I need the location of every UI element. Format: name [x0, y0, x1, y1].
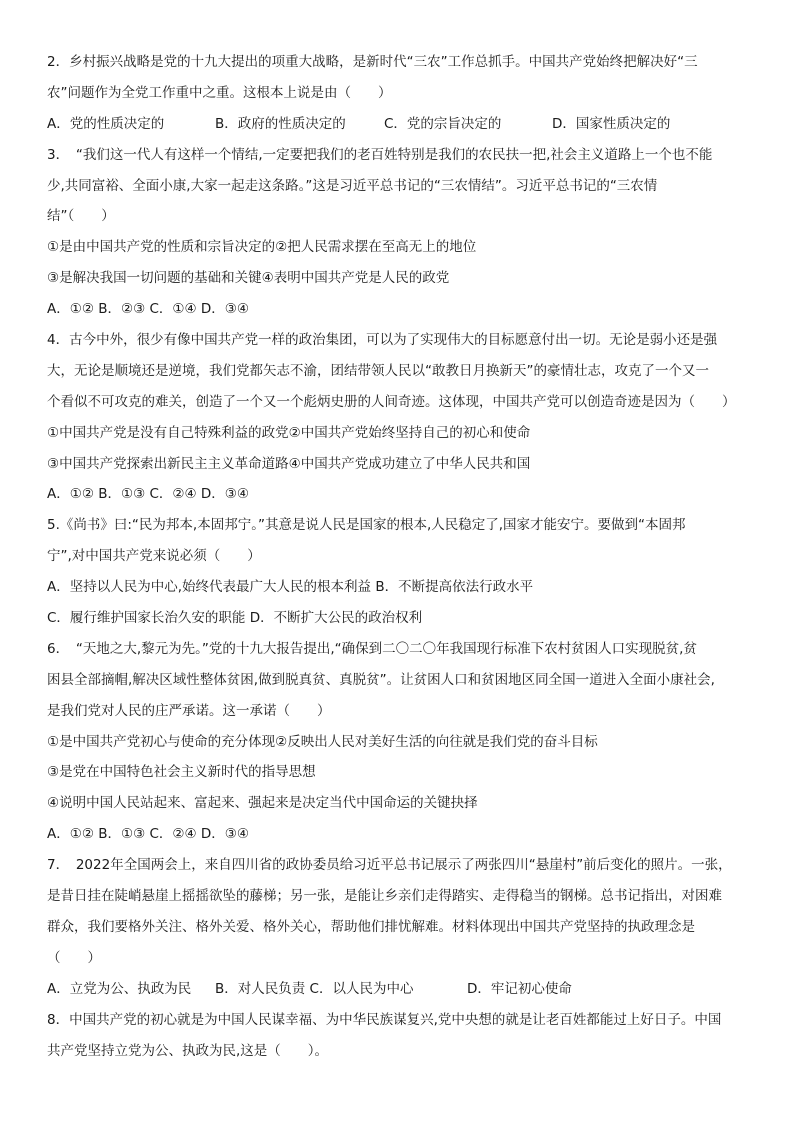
q5-stem-line-2: 宁”,对中国共产党来说必须（ ）	[47, 548, 261, 565]
q7-stem-line-3: 群众，我们要格外关注、格外关爱、格外关心，帮助他们排忧解难。材料体现出中国共产党坚持的执政理念是	[47, 918, 695, 935]
q2-stem-line-1: 2．乡村振兴战略是党的十九大提出的项重大战略，是新时代“三农”工作总抓手。中国共产党始终把解决好“三	[47, 54, 698, 70]
q7-stem-line-2: 是昔日挂在陡峭悬崖上摇摇欲坠的藤梯；另一张，是能让乡亲们走得踏实、走得稳当的钢梯。总书记指出，对困难	[47, 888, 722, 905]
q6-statements-3: ④说明中国人民站起来、富起来、强起来是决定当代中国命运的关键抉择	[47, 795, 478, 812]
q4-stem-line-1: 4．古今中外，很少有像中国共产党一样的政治集团，可以为了实现伟大的目标愿意付出一切。无论是弱小还是强	[47, 332, 718, 349]
q2-options	[47, 114, 753, 134]
q3-stem-line-1: 3． “我们这一代人有这样一个情结,一定要把我们的老百姓特别是我们的农民扶一把,社会主义道路上一个也不能	[47, 146, 713, 163]
q6-statements-1: ①是中国共产党初心与使命的充分体现②反映出人民对美好生活的向往就是我们党的奋斗目标	[47, 733, 598, 750]
q6-options: A．①② B．①③ C．②④ D．③④	[47, 826, 250, 843]
q5-stem-line-1: 5.《尚书》曰:“民为邦本,本固邦宁。”其意是说人民是国家的根本,人民稳定了,国家才能安宁。要做到“本固邦	[47, 517, 686, 534]
q3-options: A．①② B．②③ C．①④ D．③④	[47, 301, 250, 318]
q6-statements-2: ③是党在中国特色社会主义新时代的指导思想	[47, 764, 316, 781]
q8-stem-line-2: 共产党坚持立党为公、执政为民,这是（ ）。	[47, 1042, 329, 1059]
q4-stem-line-3: 个看似不可攻克的难关，创造了一个又一个彪炳史册的人间奇迹。这体现，中国共产党可以创造奇迹是因为（ ）	[47, 393, 736, 410]
q2-option-d: D．国家性质决定的	[552, 115, 671, 132]
q3-statements-1: ①是由中国共产党的性质和宗旨决定的②把人民需求摆在至高无上的地位	[47, 239, 477, 256]
q7-stem-line-1: 7． 2022年全国两会上，来自四川省的政协委员给习近平总书记展示了两张四川“悬崖村”前后变化的照片。一张，	[47, 857, 732, 874]
q3-statements-2: ③是解决我国一切问题的基础和关键④表明中国共产党是人民的政党	[47, 270, 450, 287]
q5-options-2: C．履行维护国家长治久安的职能 D．不断扩大公民的政治权利	[47, 610, 423, 627]
question-list	[47, 52, 753, 1071]
q6-stem-line-3: 是我们党对人民的庄严承诺。这一承诺（ ）	[47, 702, 331, 719]
q7-option-bc: B．对人民负责 C．以人民为中心	[215, 980, 414, 997]
q2-option-a: A．党的性质决定的	[47, 115, 165, 132]
q2-option-b: B．政府的性质决定的	[215, 115, 346, 132]
q4-options: A．①② B．①③ C．②④ D．③④	[47, 486, 250, 503]
q3-stem-line-2: 少,共同富裕、全面小康,大家一起走这条路。”这是习近平总书记的“三农情结”。习近平总书记的“三农情	[47, 177, 658, 194]
q7-option-d: D．牢记初心使命	[467, 980, 572, 997]
q7-options	[47, 979, 753, 999]
q2-stem-line-2: 农”问题作为全党工作重中之重。这根本上说是由（ ）	[47, 84, 392, 101]
q8-stem-line-1: 8．中国共产党的初心就是为中国人民谋幸福、为中华民族谋复兴,党中央想的就是让老百姓都能过上好日子。中国	[47, 1011, 722, 1028]
q4-statements-2: ③中国共产党探索出新民主主义革命道路④中国共产党成功建立了中华人民共和国	[47, 455, 531, 472]
q5-options-1: A．坚持以人民为中心,始终代表最广大人民的根本利益 B．不断提高依法行政水平	[47, 579, 534, 596]
q7-option-a: A．立党为公、执政为民	[47, 980, 192, 997]
q4-stem-line-2: 大，无论是顺境还是逆境，我们党都矢志不渝，团结带领人民以“敢教日月换新天”的豪情壮志，攻克了一个又一	[47, 362, 709, 379]
q2-option-c: C．党的宗旨决定的	[384, 115, 502, 132]
q6-stem-line-1: 6． “天地之大,黎元为先。”党的十九大报告提出,“确保到二〇二〇年我国现行标准下农村贫困人口实现脱贫,贫	[47, 640, 697, 657]
q4-statements-1: ①中国共产党是没有自己特殊利益的政党②中国共产党始终坚持自己的初心和使命	[47, 424, 531, 441]
q7-stem-line-4: （ ）	[47, 949, 101, 966]
q6-stem-line-2: 困县全部摘帽,解决区域性整体贫困,做到脱真贫、真脱贫”。让贫困人口和贫困地区同全国一道进入全面小康社会,	[47, 671, 715, 688]
q3-stem-line-3: 结”（ ）	[47, 208, 115, 225]
